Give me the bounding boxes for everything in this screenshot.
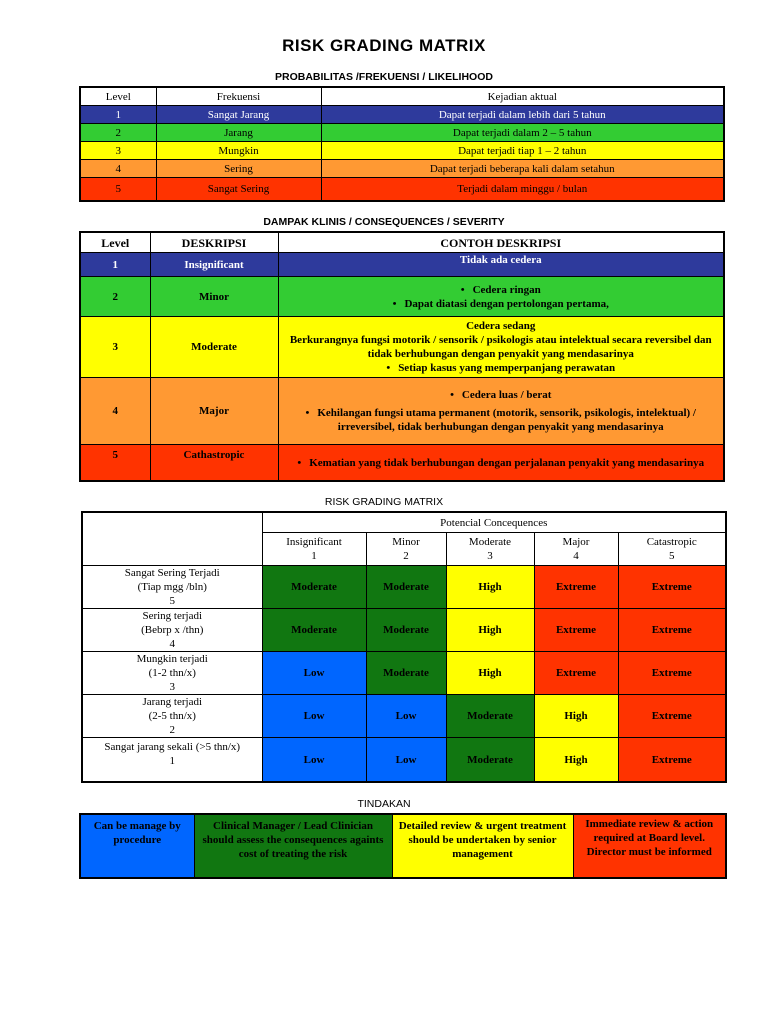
- column-name: Minor: [392, 536, 420, 548]
- row-label-line: (Bebrp x /thn): [141, 624, 204, 636]
- table-row: [80, 445, 724, 482]
- table-row: [80, 106, 724, 124]
- risk-cell: Moderate: [262, 609, 366, 652]
- frekuensi-cell: Sangat Jarang: [156, 106, 321, 124]
- risk-cell: Low: [366, 738, 446, 783]
- level-cell: 1: [80, 253, 150, 277]
- row-label-line: Sering terjadi: [142, 610, 203, 622]
- column-num: 2: [403, 550, 409, 562]
- matrix-row: [82, 609, 726, 652]
- column-header: [534, 533, 618, 566]
- action-row: [80, 814, 726, 878]
- contoh-line: Berkurangnya fungsi motorik / sensorik / psikologis atau intelektual secara reversibel dan tidak berhubungan dengan penyakit yang mendasarinya: [289, 334, 712, 360]
- table-row: [80, 277, 724, 317]
- contoh-cell: [278, 253, 724, 277]
- risk-cell: High: [446, 566, 534, 609]
- matrix-header-row: [82, 512, 726, 533]
- table-row: [80, 178, 724, 202]
- level-cell: 3: [80, 317, 150, 378]
- deskripsi-cell: Cathastropic: [150, 445, 278, 482]
- table-row: [80, 378, 724, 445]
- deskripsi-cell: Insignificant: [150, 253, 278, 277]
- column-header: [618, 533, 726, 566]
- contoh-cell: [278, 317, 724, 378]
- contoh-line: • Kehilangan fungsi utama permanent (motorik, sensorik, psikologis, intelektual) / irreversibel, tidak berhubungan dengan penyakit yang mendasarinya: [281, 406, 722, 434]
- header-kejadian: Kejadian aktual: [321, 87, 724, 106]
- table-row: [80, 253, 724, 277]
- action-low: Can be manage by procedure: [80, 814, 194, 878]
- risk-cell: Moderate: [262, 566, 366, 609]
- row-label-line: (2-5 thn/x): [148, 710, 196, 722]
- contoh-line: • Cedera luas / berat: [281, 388, 722, 402]
- column-header: [446, 533, 534, 566]
- row-label: [82, 695, 262, 738]
- contoh-line: Cedera sedang: [466, 320, 536, 332]
- column-name: Major: [562, 536, 590, 548]
- action-extreme: Immediate review & action required at Board level. Director must be informed: [573, 814, 726, 878]
- risk-cell: Extreme: [534, 566, 618, 609]
- matrix-row: [82, 566, 726, 609]
- row-label: [82, 609, 262, 652]
- risk-cell: Low: [366, 695, 446, 738]
- risk-cell: High: [446, 652, 534, 695]
- risk-cell: Extreme: [534, 652, 618, 695]
- level-cell: 2: [80, 277, 150, 317]
- matrix-row: [82, 695, 726, 738]
- kejadian-cell: Terjadi dalam minggu / bulan: [321, 178, 724, 202]
- header-frekuensi: Frekuensi: [156, 87, 321, 106]
- table-row: [80, 124, 724, 142]
- risk-cell: Moderate: [446, 695, 534, 738]
- table-header-row: [80, 232, 724, 253]
- contoh-line: • Kematian yang tidak berhubungan dengan perjalanan penyakit yang mendasarinya: [281, 456, 722, 470]
- row-label: [82, 738, 262, 783]
- risk-cell: Low: [262, 695, 366, 738]
- risk-cell: Moderate: [366, 652, 446, 695]
- row-label-line: (1-2 thn/x): [148, 667, 196, 679]
- risk-cell: Extreme: [618, 695, 726, 738]
- risk-matrix-table: [81, 511, 727, 783]
- contoh-line: • Setiap kasus yang memperpanjang perawatan: [281, 361, 722, 375]
- row-label: [82, 566, 262, 609]
- table-row: [80, 317, 724, 378]
- table-row: [80, 142, 724, 160]
- column-num: 5: [669, 550, 675, 562]
- column-num: 3: [487, 550, 493, 562]
- risk-cell: High: [446, 609, 534, 652]
- risk-cell: Extreme: [534, 609, 618, 652]
- row-label-line: (Tiap mgg /bln): [137, 581, 207, 593]
- row-label-line: Mungkin terjadi: [136, 653, 208, 665]
- column-header: [262, 533, 366, 566]
- contoh-line: • Cedera ringan: [281, 283, 722, 297]
- risk-cell: High: [534, 738, 618, 783]
- potencial-header: Potencial Concequences: [262, 512, 726, 533]
- row-label-line: 5: [169, 595, 175, 607]
- risk-cell: Extreme: [618, 609, 726, 652]
- kejadian-cell: Dapat terjadi beberapa kali dalam setahun: [321, 160, 724, 178]
- row-label: [82, 652, 262, 695]
- row-label-line: Sangat Sering Terjadi: [124, 567, 220, 579]
- column-name: Moderate: [468, 536, 512, 548]
- frekuensi-cell: Mungkin: [156, 142, 321, 160]
- probability-table: [79, 86, 725, 202]
- risk-cell: Low: [262, 738, 366, 783]
- level-cell: 3: [80, 142, 156, 160]
- column-name: Insignificant: [286, 536, 342, 548]
- contoh-cell: [278, 277, 724, 317]
- column-name: Catastropic: [646, 536, 697, 548]
- column-num: 1: [311, 550, 317, 562]
- header-deskripsi: DESKRIPSI: [150, 232, 278, 253]
- table-header-row: [80, 87, 724, 106]
- impact-section-title: DAMPAK KLINIS / CONSEQUENCES / SEVERITY: [263, 216, 505, 228]
- frekuensi-cell: Jarang: [156, 124, 321, 142]
- risk-cell: Extreme: [618, 566, 726, 609]
- row-label-line: 3: [169, 681, 175, 693]
- matrix-corner: [82, 512, 262, 566]
- row-label-line: 4: [169, 638, 175, 650]
- deskripsi-cell: Moderate: [150, 317, 278, 378]
- kejadian-cell: Dapat terjadi dalam lebih dari 5 tahun: [321, 106, 724, 124]
- frekuensi-cell: Sering: [156, 160, 321, 178]
- page-title: RISK GRADING MATRIX: [282, 36, 486, 55]
- contoh-line: • Dapat diatasi dengan pertolongan pertama,: [281, 297, 722, 311]
- level-cell: 2: [80, 124, 156, 142]
- row-label-line: 2: [169, 724, 175, 736]
- column-header: [366, 533, 446, 566]
- contoh-line: Tidak ada cedera: [459, 254, 542, 266]
- level-cell: 4: [80, 160, 156, 178]
- impact-table: [79, 231, 725, 482]
- header-level: Level: [80, 87, 156, 106]
- probability-section-title: PROBABILITAS /FREKUENSI / LIKELIHOOD: [275, 71, 493, 83]
- level-cell: 1: [80, 106, 156, 124]
- header-level: Level: [80, 232, 150, 253]
- risk-cell: Low: [262, 652, 366, 695]
- matrix-row: [82, 738, 726, 783]
- contoh-cell: [278, 445, 724, 482]
- deskripsi-cell: Minor: [150, 277, 278, 317]
- kejadian-cell: Dapat terjadi tiap 1 – 2 tahun: [321, 142, 724, 160]
- kejadian-cell: Dapat terjadi dalam 2 – 5 tahun: [321, 124, 724, 142]
- risk-cell: Extreme: [618, 738, 726, 783]
- level-cell: 5: [80, 445, 150, 482]
- row-label-line: 1: [169, 755, 175, 767]
- risk-cell: Moderate: [366, 566, 446, 609]
- matrix-row: [82, 652, 726, 695]
- row-label-line: Jarang terjadi: [142, 696, 203, 708]
- contoh-cell: [278, 378, 724, 445]
- header-contoh: CONTOH DESKRIPSI: [278, 232, 724, 253]
- risk-cell: Moderate: [446, 738, 534, 783]
- risk-cell: Moderate: [366, 609, 446, 652]
- frekuensi-cell: Sangat Sering: [156, 178, 321, 202]
- action-section-title: TINDAKAN: [357, 798, 411, 810]
- row-label-line: Sangat jarang sekali (>5 thn/x): [104, 741, 241, 753]
- matrix-section-title: RISK GRADING MATRIX: [324, 496, 444, 508]
- action-moderate: Clinical Manager / Lead Clinician should assess the consequences againts cost of treating the risk: [194, 814, 392, 878]
- deskripsi-cell: Major: [150, 378, 278, 445]
- column-num: 4: [573, 550, 579, 562]
- table-row: [80, 160, 724, 178]
- risk-cell: Extreme: [618, 652, 726, 695]
- level-cell: 5: [80, 178, 156, 202]
- action-table: [79, 813, 727, 879]
- risk-cell: High: [534, 695, 618, 738]
- action-high: Detailed review & urgent treatment should be undertaken by senior management: [392, 814, 573, 878]
- level-cell: 4: [80, 378, 150, 445]
